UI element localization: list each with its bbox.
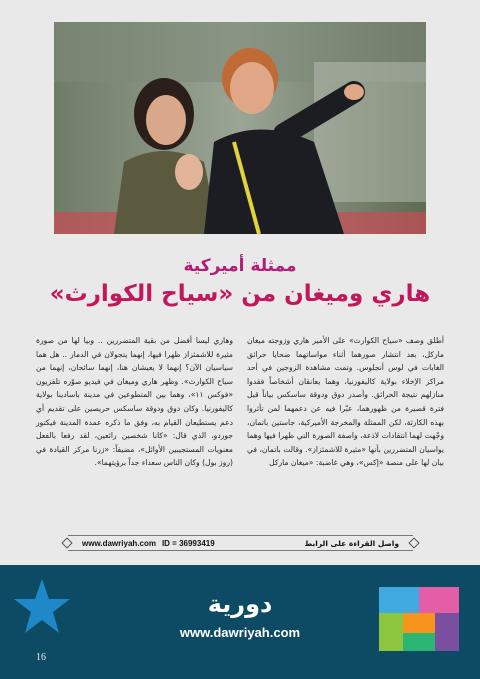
article-body xyxy=(36,334,444,531)
link-site-url[interactable]: www.dawriyah.com xyxy=(82,538,156,548)
article-kicker: ممثلة أميركية xyxy=(183,256,297,276)
column-left-text: وهاري ليسا أفضل من بقية المتضررين .. وبيا لها من صورة مثيرة للاشمئزاز ظهرا فيها، إنهما يتجولان في الدمار .. هل هما سياسيان الآن؟ إنهما لا يعيشان هنا، إنهما سائحان، إنهما من سياح الكوارث». وظهر هاري وميغان في فيديو صوّره تلفزيون «فوكس ١١»، وهما بين المتطوعين في مدينة باسادينا بولاية كاليفورنيا. وكان دوق ودوقة ساسكس حريصين على تقديم أي دعم يستطيعان القيام به، وفق ما ذكره عمدة المدينة فيكتور جوردو، الذي قال: «كانا شخصين رائعين، لقد رفعا بالفعل معنويات المستجيبين الأوائل»، مضيفاً: «زرنا مركز القيادة في (روز بول) وكان الناس سعداء جداً برؤيتهما». xyxy=(36,336,233,468)
article-column-right xyxy=(247,334,444,531)
continue-reading-bar xyxy=(68,535,413,551)
page-number: 16 xyxy=(36,652,46,663)
diamond-ornament-icon xyxy=(408,537,419,548)
brand-name: دورية xyxy=(207,590,273,618)
continue-reading-label: واصل القراءة على الرابط xyxy=(304,538,399,548)
article-column-left xyxy=(36,334,233,531)
link-info xyxy=(82,539,215,548)
article-id: ID = 36993419 xyxy=(161,538,215,548)
brand-url[interactable]: www.dawriyah.com xyxy=(179,625,301,640)
column-right-text: أطلق وصف «سياح الكوارث» على الأمير هاري وزوجته ميغان ماركل، بعد انتشار صورهما أثناء مواساتهما ضحايا حرائق الغابات في لوس أنجلوس. وتمت مشاهدة الزوجين في أحد مراكز الإخلاء بولاية كاليفورنيا، وهما يعانقان أشخاصاً فقدوا منازلهم نتيجة الحرائق. وأصدر دوق ودوقة ساسكس بياناً قبل فترة قصيرة من ظهورهما، عبّرا فيه عن دعمهما لمن تأثروا بهذه الكارثة، لكن الممثلة والمخرجة الأميركية، جاستين باتمان، وجّهت لهما انتقادات لاذعة، واصفة الصورة التي ظهرا فيها وهما يواسيان المتضررين بأنها «مثيرة للاشمئزاز». وقالت باتمان، في بيان لها على منصة «إكس»، وهي غاضبة: «ميغان ماركل xyxy=(247,336,444,468)
article-photo xyxy=(54,22,426,234)
dawriyah-logo xyxy=(379,587,459,651)
article-headline: هاري وميغان من «سياح الكوارث» xyxy=(49,281,431,307)
diamond-ornament-icon xyxy=(61,537,72,548)
